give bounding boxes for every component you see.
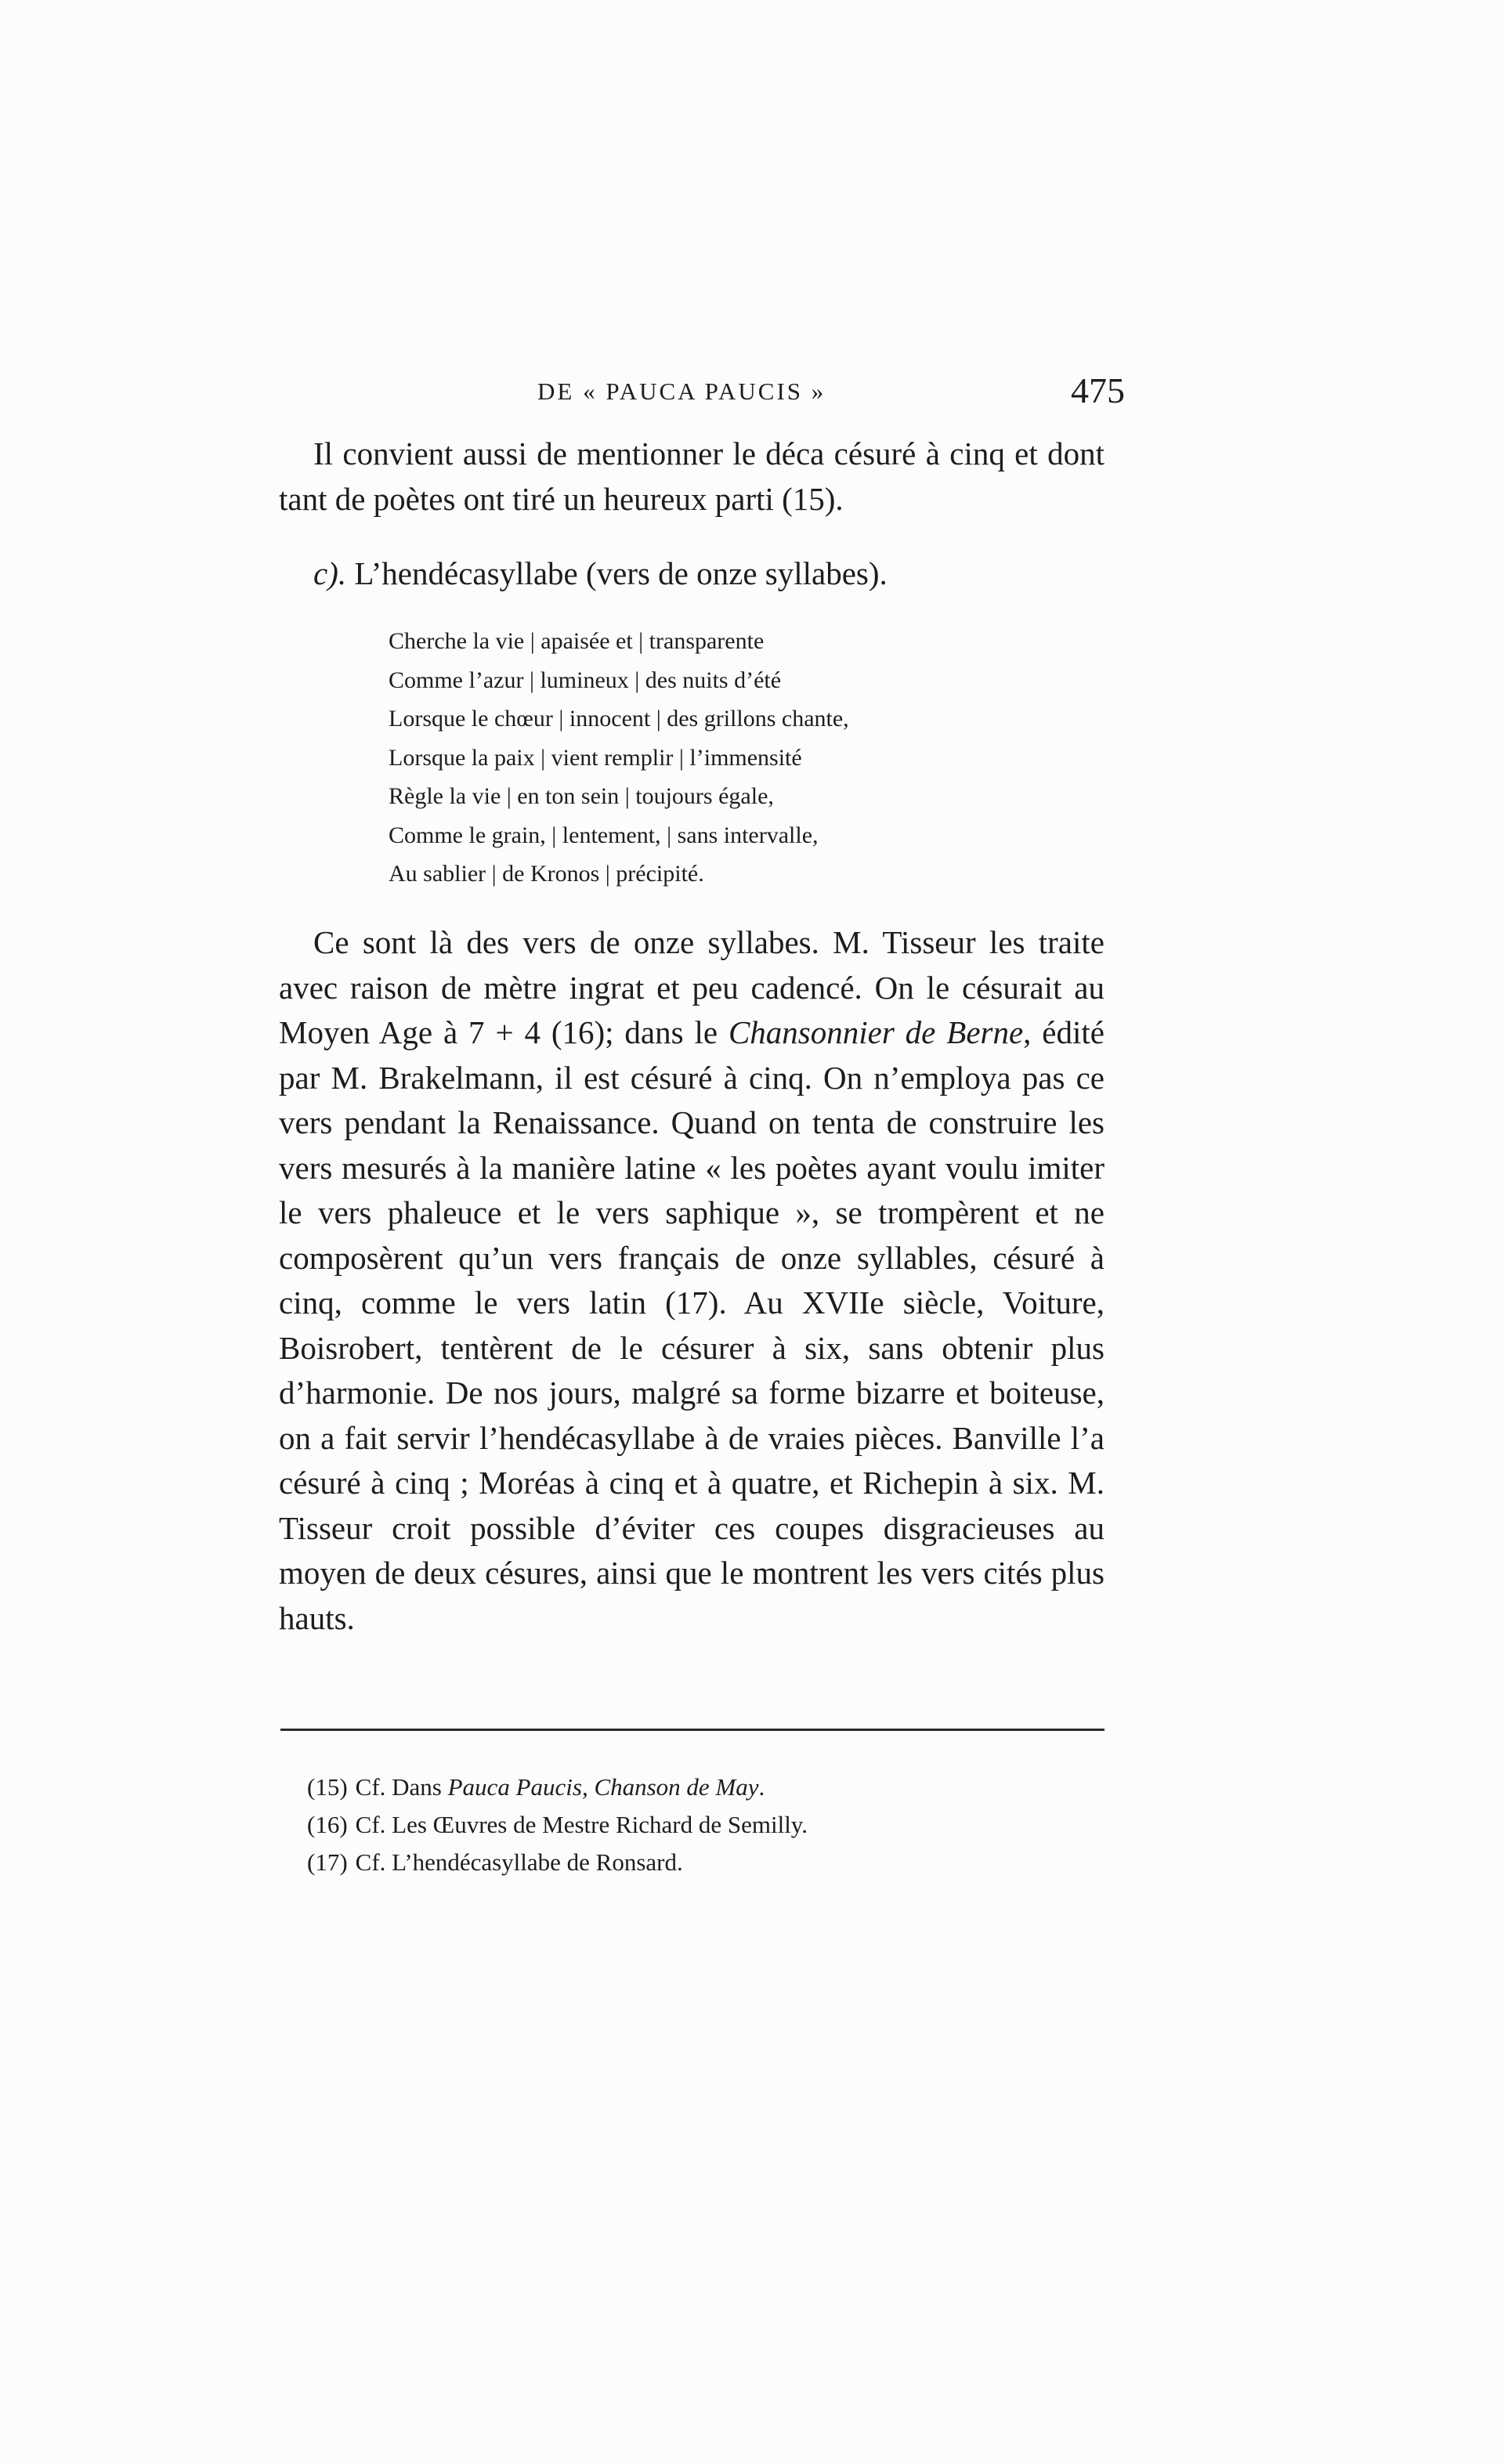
footnote-prefix: Cf. Dans bbox=[355, 1773, 448, 1801]
footnotes bbox=[307, 1769, 808, 1881]
footnote-title: Pauca Paucis, Chanson de May bbox=[447, 1773, 759, 1801]
footnote-ref: (15) bbox=[307, 1773, 348, 1801]
poem-line: Règle la vie | en ton sein | toujours égale, bbox=[389, 783, 774, 809]
section-title: L’hendécasyllabe (vers de onze syllabes). bbox=[354, 555, 888, 591]
poem-line: Cherche la vie | apaisée et | transparente bbox=[389, 628, 765, 654]
poem-line: Comme l’azur | lumineux | des nuits d’été bbox=[389, 667, 782, 693]
footnote-ref: (16) bbox=[307, 1811, 348, 1838]
poem-line: Lorsque le chœur | innocent | des grillons chante, bbox=[389, 706, 849, 732]
paragraph-text-end: , édité par M. Brakelmann, il est césuré à cinq. On n’employa pas ce vers pendant la Renaissance. Quand on tenta de construire les vers mesurés à la manière latine « les poètes ayant voulu imiter le vers phaleuce et le vers saphique », se trompèrent et ne composèrent qu’un vers français de onze syllables, césuré à cinq, comme le vers latin (17). Au XVIIe siècle, Voiture, Boisrobert, tentèrent de le césurer à six, sans obtenir plus d’harmonie. De nos jours, malgré sa forme bizarre et boiteuse, on a fait servir l’hendécasyllabe à de vraies pièces. Banville l’a césuré à cinq ; Moréas à cinq et à quatre, et Richepin à six. M. Tisseur croit possible d’éviter ces coupes disgracieuses au moyen de deux césures, ainsi que le montrent les vers cités plus hauts. bbox=[279, 1014, 1104, 1636]
poem-line: Au sablier | de Kronos | précipité. bbox=[389, 861, 704, 887]
running-header bbox=[537, 370, 1125, 417]
poem-line: Lorsque la paix | vient remplir | l’immensité bbox=[389, 744, 802, 771]
running-title: DE « PAUCA PAUCIS » bbox=[537, 378, 826, 405]
footnote-item bbox=[307, 1844, 808, 1881]
footnote-item bbox=[307, 1769, 808, 1806]
paragraph-text-start: Ce sont là des vers de onze syllabes. M. Tisseur les traite avec raison de mètre ingrat et peu cadencé. On le césurait au Moyen Age à 7 + 4 (16); dans le bbox=[279, 924, 1104, 1050]
footnote-prefix: Cf. L’hendécasyllabe de Ronsard. bbox=[355, 1848, 683, 1876]
footnote-divider bbox=[280, 1729, 1104, 1731]
section-heading bbox=[313, 551, 888, 596]
paragraph-decasyllable: Il convient aussi de mentionner le déca césuré à cinq et dont tant de poètes ont tiré un heureux parti (15). bbox=[279, 435, 1104, 517]
paragraph-hendecasyllable bbox=[279, 920, 1104, 1641]
footnote-prefix: Cf. Les Œuvres de Mestre Richard de Semilly. bbox=[355, 1811, 808, 1838]
page-number: 475 bbox=[1071, 370, 1125, 410]
footnote-ref: (17) bbox=[307, 1848, 348, 1876]
footnote-suffix: . bbox=[758, 1773, 765, 1801]
paragraph-italic-title: Chansonnier de Berne bbox=[728, 1014, 1024, 1050]
footnote-item bbox=[307, 1806, 808, 1844]
section-letter: c). bbox=[313, 555, 347, 591]
poem-line: Comme le grain, | lentement, | sans intervalle, bbox=[389, 822, 819, 848]
poem-quotation bbox=[389, 622, 849, 894]
